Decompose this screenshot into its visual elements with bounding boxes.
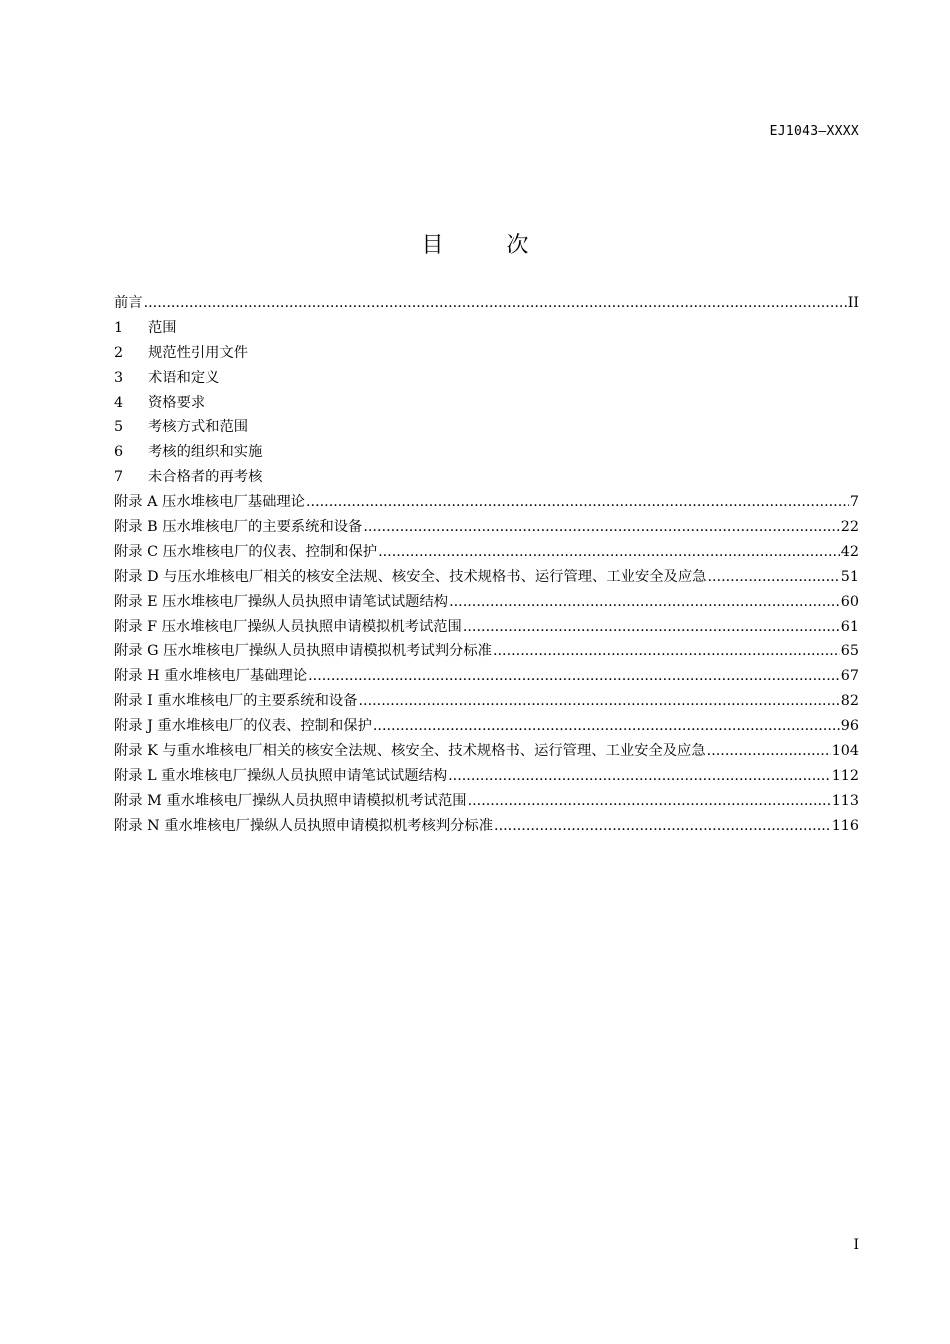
toc-entry-label [114, 292, 143, 312]
toc-entry-text: 附录 K 与重水堆核电厂相关的核安全法规、核安全、技术规格书、运行管理、工业安全及应急 [114, 743, 706, 760]
toc-entry-page: 116 [831, 817, 859, 834]
toc-entry-page: 42 [840, 543, 859, 560]
toc-entry-text: 附录 C 压水堆核电厂的仪表、控制和保护 [114, 543, 378, 560]
toc-dot-leader [359, 693, 840, 709]
toc-entry-text: 附录 L 重水堆核电厂操纵人员执照申请笔试试题结构 [114, 767, 448, 784]
toc-entry-label [114, 541, 377, 561]
toc-entry-text: 附录 N 重水堆核电厂操纵人员执照申请模拟机考核判分标准 [114, 817, 494, 834]
toc-dot-leader [468, 793, 831, 809]
page-number: I [853, 1237, 859, 1253]
toc-entry-label [114, 466, 262, 486]
toc-entry[interactable] [114, 516, 859, 541]
toc-entry-label [114, 441, 262, 461]
toc-entry-label [114, 815, 493, 835]
toc-entry-label [114, 591, 448, 611]
toc-entry-page: 22 [840, 519, 859, 536]
toc-dot-leader [494, 818, 831, 834]
toc-entry-page: 7 [849, 494, 859, 511]
toc-entry-text: 范围 [148, 319, 177, 336]
toc-entry-text: 附录 I 重水堆核电厂的主要系统和设备 [114, 693, 358, 710]
toc-entry-text: 考核方式和范围 [148, 419, 249, 436]
toc-entry-page: II [847, 295, 859, 311]
toc-dot-leader [144, 295, 847, 311]
toc-entry[interactable] [114, 292, 859, 317]
toc-dot-leader [306, 494, 849, 510]
toc-entry-page: 60 [840, 593, 859, 610]
toc-entry-text: 附录 G 压水堆核电厂操纵人员执照申请模拟机考试判分标准 [114, 643, 492, 660]
toc-entry-text: 附录 H 重水堆核电厂基础理论 [114, 668, 308, 685]
toc-entry-label [114, 665, 307, 685]
toc-entry-number: 1 [114, 319, 124, 336]
toc-entry-label [114, 566, 706, 586]
toc-entry-label [114, 516, 362, 536]
toc-entry-text: 未合格者的再考核 [148, 469, 263, 486]
toc-entry-number: 2 [114, 344, 124, 361]
toc-entry[interactable] [114, 765, 859, 790]
toc-entry-text: 附录 D 与压水堆核电厂相关的核安全法规、核安全、技术规格书、运行管理、工业安全及应急 [114, 568, 707, 585]
toc-entry-label [114, 367, 219, 387]
toc-entry-text: 附录 E 压水堆核电厂操纵人员执照申请笔试试题结构 [114, 593, 449, 610]
toc-entry[interactable] [114, 541, 859, 566]
toc-entry[interactable] [114, 640, 859, 665]
toc-entry-label [114, 416, 248, 436]
toc-entry-page: 113 [831, 792, 859, 809]
toc-entry-label [114, 640, 492, 660]
toc-entry[interactable] [114, 441, 859, 466]
toc-entry[interactable] [114, 616, 859, 641]
toc-entry[interactable] [114, 392, 859, 417]
toc-entry[interactable] [114, 367, 859, 392]
toc-entry-number: 3 [114, 369, 124, 386]
toc-entry[interactable] [114, 815, 859, 840]
toc-dot-leader [373, 718, 840, 734]
toc-entry-label [114, 740, 706, 760]
toc-entry-page: 51 [840, 568, 859, 585]
toc-entry-label [114, 491, 305, 511]
toc-entry-text: 附录 F 压水堆核电厂操纵人员执照申请模拟机考试范围 [114, 618, 462, 635]
toc-dot-leader [707, 569, 839, 585]
toc-entry-text: 附录 M 重水堆核电厂操纵人员执照申请模拟机考试范围 [114, 792, 467, 809]
toc-dot-leader [493, 643, 840, 659]
toc-entry-label [114, 342, 248, 362]
toc-entry-text: 考核的组织和实施 [148, 444, 263, 461]
toc-entry-text: 前言 [114, 295, 143, 311]
toc-entry-label [114, 715, 372, 735]
toc-dot-leader [707, 743, 831, 759]
toc-entry[interactable] [114, 491, 859, 516]
toc-dot-leader [449, 594, 840, 610]
toc-entry-label [114, 765, 447, 785]
toc-dot-leader [363, 519, 839, 535]
toc-entry[interactable] [114, 665, 859, 690]
toc-entry-page: 65 [840, 643, 859, 660]
toc-entry-page: 67 [840, 668, 859, 685]
toc-entry-text: 术语和定义 [148, 369, 220, 386]
toc-entry-number: 4 [114, 394, 124, 411]
toc-entry[interactable] [114, 466, 859, 491]
toc-entry-page: 61 [840, 618, 859, 635]
toc-entry[interactable] [114, 715, 859, 740]
toc-entry-text: 附录 J 重水堆核电厂的仪表、控制和保护 [114, 718, 372, 735]
toc-entry-text: 附录 A 压水堆核电厂基础理论 [114, 494, 305, 511]
toc-entry[interactable] [114, 790, 859, 815]
toc-dot-leader [463, 619, 840, 635]
toc-entry-text: 规范性引用文件 [148, 344, 249, 361]
toc-entry[interactable] [114, 416, 859, 441]
toc-entry[interactable] [114, 317, 859, 342]
toc-entry-label [114, 317, 177, 337]
table-of-contents [114, 292, 859, 840]
toc-entry[interactable] [114, 690, 859, 715]
toc-entry-page: 112 [831, 767, 859, 784]
document-code: EJ1043—XXXX [769, 124, 859, 139]
toc-dot-leader [308, 668, 840, 684]
toc-entry-number: 5 [114, 419, 124, 436]
toc-entry[interactable] [114, 740, 859, 765]
toc-entry-label [114, 690, 358, 710]
toc-entry-page: 96 [840, 718, 859, 735]
toc-entry-label [114, 616, 462, 636]
toc-entry-number: 6 [114, 444, 124, 461]
toc-entry-text: 资格要求 [148, 394, 206, 411]
toc-entry[interactable] [114, 342, 859, 367]
toc-title: 目 次 [421, 233, 557, 258]
toc-entry-label [114, 790, 467, 810]
toc-entry-page: 104 [831, 743, 859, 760]
toc-entry-text: 附录 B 压水堆核电厂的主要系统和设备 [114, 519, 363, 536]
toc-entry[interactable] [114, 591, 859, 616]
toc-dot-leader [448, 768, 831, 784]
toc-entry-number: 7 [114, 469, 124, 486]
toc-entry-page: 82 [840, 693, 859, 710]
toc-dot-leader [378, 544, 840, 560]
toc-entry-label [114, 392, 205, 412]
toc-entry[interactable] [114, 566, 859, 591]
